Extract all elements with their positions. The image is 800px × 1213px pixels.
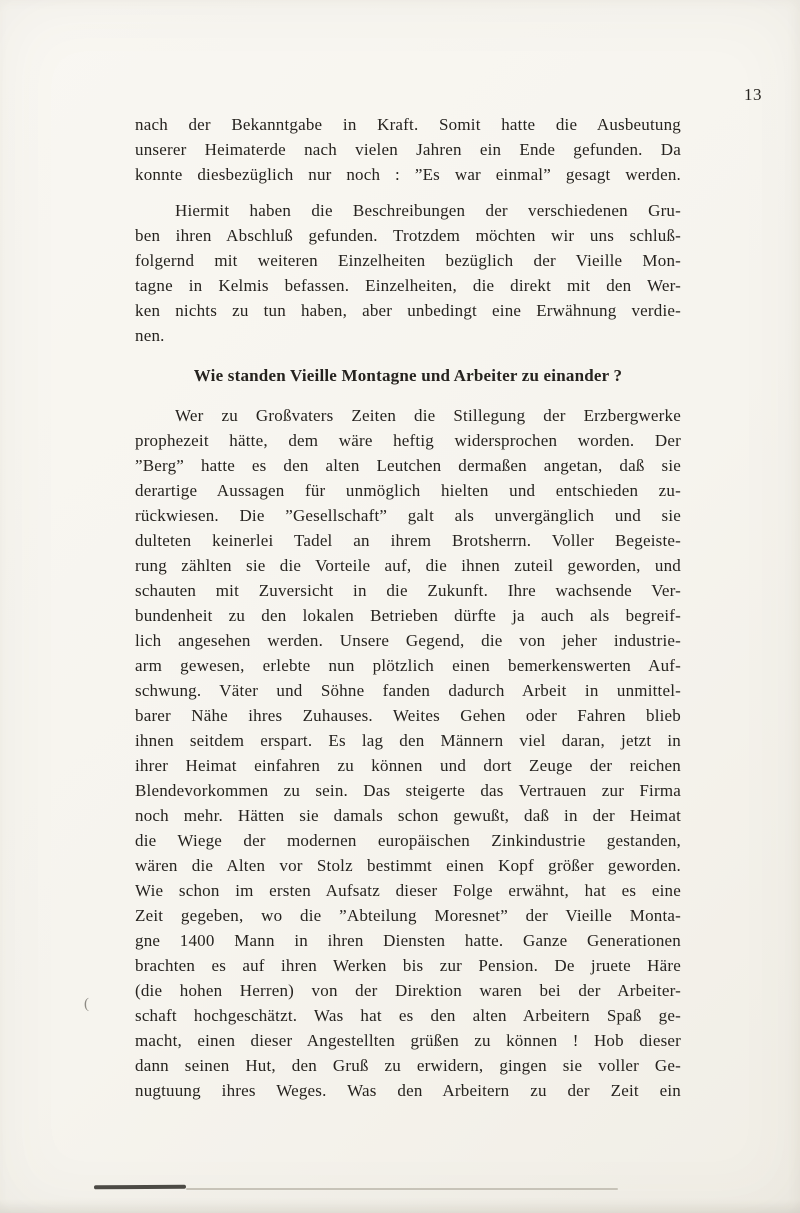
text-line: die Wiege der modernen europäischen Zinkindustrie gestanden, <box>135 831 681 850</box>
page-number: 13 <box>744 85 762 104</box>
text-line: schaft hochgeschätzt. Was hat es den alten Arbeitern Spaß ge- <box>135 1006 681 1025</box>
text-line: gne 1400 Mann in ihren Diensten hatte. Ganze Generationen <box>135 931 681 950</box>
text-line: noch mehr. Hätten sie damals schon gewußt, daß in der Heimat <box>135 806 681 825</box>
text-line: schauten mit Zuversicht in die Zukunft. Ihre wachsende Ver- <box>135 581 681 600</box>
text-line: unserer Heimaterde nach vielen Jahren ein Ende gefunden. Da <box>135 140 681 159</box>
text-line: brachten es auf ihren Werken bis zur Pension. De jruete Häre <box>135 956 681 975</box>
text-line: derartige Aussagen für unmöglich hielten und entschieden zu- <box>135 481 681 500</box>
text-line: wären die Alten vor Stolz bestimmt einen Kopf größer geworden. <box>135 856 681 875</box>
section-heading: Wie standen Vieille Montagne und Arbeiter zu einander ? <box>193 366 623 385</box>
scan-edge-artifact-dark <box>94 1185 186 1190</box>
scan-margin-mark: ( <box>84 996 89 1012</box>
text-line: nugtuung ihres Weges. Was den Arbeitern zu der Zeit ein <box>135 1081 681 1100</box>
text-line: rung zählten sie die Vorteile auf, die ihnen zuteil geworden, und <box>135 556 681 575</box>
text-line: Zeit gegeben, wo die ”Abteilung Moresnet” der Vieille Monta- <box>135 906 681 925</box>
text-line: macht, einen dieser Angestellten grüßen zu können ! Hob dieser <box>135 1031 681 1050</box>
text-line: bundenheit zu den lokalen Betrieben dürfte ja auch als begreif- <box>135 606 681 625</box>
text-line: ken nichts zu tun haben, aber unbedingt eine Erwähnung verdie- <box>135 301 681 320</box>
text-line: folgernd mit weiteren Einzelheiten bezüglich der Vieille Mon- <box>135 251 681 270</box>
text-line: ben ihren Abschluß gefunden. Trotzdem möchten wir uns schluß- <box>135 226 681 245</box>
text-line: Wer zu Großvaters Zeiten die Stillegung der Erzbergwerke <box>175 406 681 425</box>
text-line: ihrer Heimat einfahren zu können und dort Zeuge der reichen <box>135 756 681 775</box>
text-line: nach der Bekanntgabe in Kraft. Somit hatte die Ausbeutung <box>135 115 681 134</box>
text-line: Blendevorkommen zu sein. Das steigerte das Vertrauen zur Firma <box>135 781 681 800</box>
text-line: barer Nähe ihres Zuhauses. Weites Gehen oder Fahren blieb <box>135 706 681 725</box>
paragraph <box>135 112 681 187</box>
scan-edge-artifact-light <box>186 1188 618 1190</box>
text-line: schwung. Väter und Söhne fanden dadurch Arbeit in unmittel- <box>135 681 681 700</box>
text-line: tagne in Kelmis befassen. Einzelheiten, die direkt mit den Wer- <box>135 276 681 295</box>
paragraph <box>135 403 681 1103</box>
text-line: Hiermit haben die Beschreibungen der verschiedenen Gru- <box>175 201 681 220</box>
text-block <box>135 112 681 1114</box>
text-line: dulteten keinerlei Tadel an ihrem Brotsherrn. Voller Begeiste- <box>135 531 681 550</box>
text-line: nen. <box>135 326 165 345</box>
paragraph <box>135 198 681 348</box>
text-line: prophezeit hätte, dem wäre heftig widersprochen worden. Der <box>135 431 681 450</box>
text-line: rückwiesen. Die ”Gesellschaft” galt als unvergänglich und sie <box>135 506 681 525</box>
text-line: Wie schon im ersten Aufsatz dieser Folge erwähnt, hat es eine <box>135 881 681 900</box>
text-line: lich angesehen werden. Unsere Gegend, die von jeher industrie- <box>135 631 681 650</box>
text-line: dann seinen Hut, den Gruß zu erwidern, gingen sie voller Ge- <box>135 1056 681 1075</box>
text-line: ihnen seitdem erspart. Es lag den Männern viel daran, jetzt in <box>135 731 681 750</box>
text-line: arm gewesen, erlebte nun plötzlich einen bemerkenswerten Auf- <box>135 656 681 675</box>
text-line: (die hohen Herren) von der Direktion waren bei der Arbeiter- <box>135 981 681 1000</box>
text-line: konnte diesbezüglich nur noch : ”Es war einmal” gesagt werden. <box>135 165 681 184</box>
text-line: ”Berg” hatte es den alten Leutchen dermaßen angetan, daß sie <box>135 456 681 475</box>
